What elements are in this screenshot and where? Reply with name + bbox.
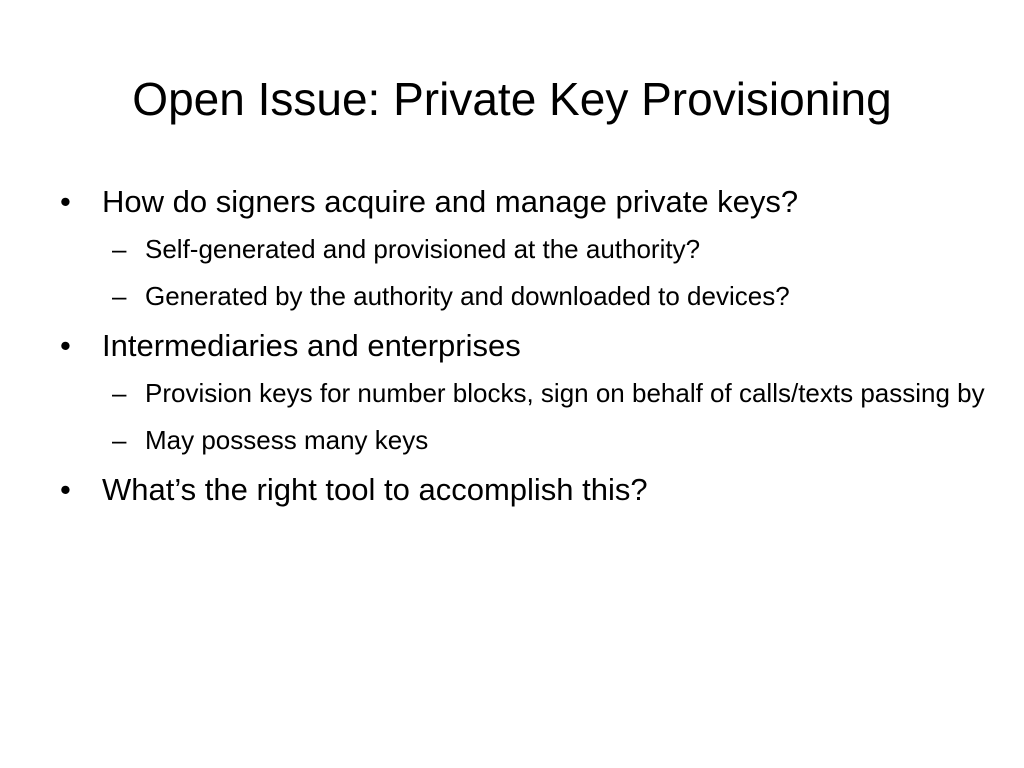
sub-bullet-marker: – <box>112 378 127 408</box>
sub-bullet-text: Self-generated and provisioned at the authority? <box>145 234 701 264</box>
bullet-item <box>60 182 990 222</box>
sub-bullet-marker: – <box>112 281 127 311</box>
bullet-marker: • <box>60 328 71 363</box>
bullet-list <box>60 182 990 520</box>
slide-title: Open Issue: Private Key Provisioning <box>132 73 892 125</box>
sub-bullet-item <box>60 423 990 457</box>
bullet-item <box>60 470 990 510</box>
bullet-text: What’s the right tool to accomplish this? <box>102 472 648 507</box>
bullet-item <box>60 326 990 366</box>
sub-bullet-item <box>60 279 990 313</box>
sub-bullet-marker: – <box>112 425 127 455</box>
bullet-text: How do signers acquire and manage private keys? <box>102 184 799 219</box>
bullet-text: Intermediaries and enterprises <box>102 328 521 363</box>
sub-bullet-item <box>60 376 990 410</box>
sub-bullet-text: Generated by the authority and downloaded to devices? <box>145 281 790 311</box>
bullet-marker: • <box>60 184 71 219</box>
sub-bullet-text: Provision keys for number blocks, sign on behalf of calls/texts passing by <box>145 378 985 408</box>
sub-bullet-text: May possess many keys <box>145 425 429 455</box>
bullet-marker: • <box>60 472 71 507</box>
sub-bullet-item <box>60 232 990 266</box>
sub-bullet-marker: – <box>112 234 127 264</box>
